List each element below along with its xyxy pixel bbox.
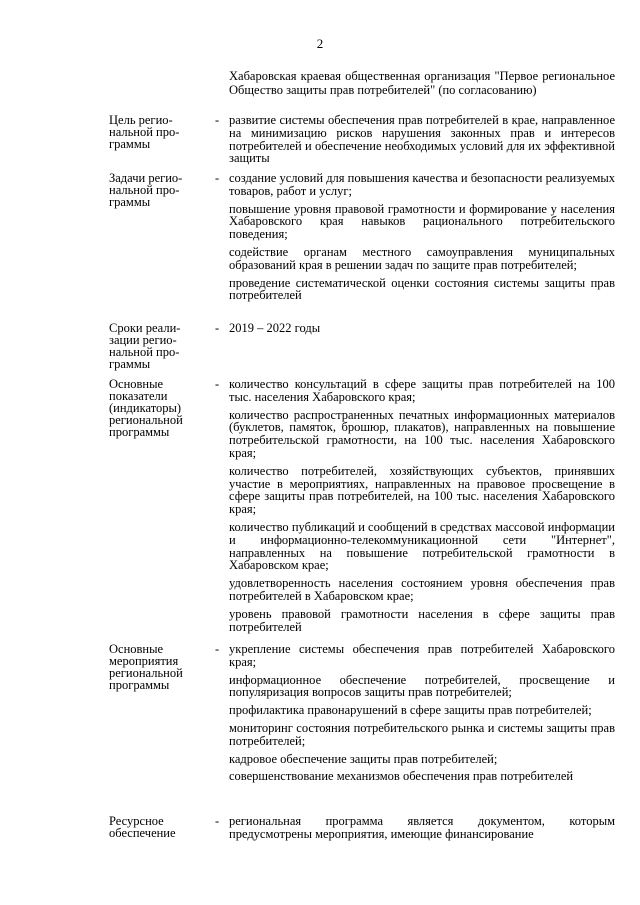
list-item: повышение уровня правовой грамотности и формирование у населения Хабаровского края навыков рационального потребительского поведения; bbox=[229, 201, 615, 242]
section-label: Цель регио- нальной про- граммы bbox=[109, 113, 180, 151]
section-items bbox=[229, 378, 615, 633]
section-dash: - bbox=[215, 113, 220, 127]
section-label: Основные мероприятия региональной программы bbox=[109, 642, 183, 692]
section-items bbox=[229, 322, 615, 335]
intro-paragraph: Хабаровская краевая общественная организация "Первое региональное Общество защиты прав потребителей" (по согласованию) bbox=[229, 69, 615, 97]
section-label: Сроки реали- зации регио- нальной про- граммы bbox=[109, 321, 181, 371]
list-item: создание условий для повышения качества и безопасности реализуемых товаров, работ и услуг; bbox=[229, 171, 615, 198]
list-item: количество распространенных печатных информационных материалов (буклетов, памяток, брошюр, плакатов), направленных на повышение потребительской грамотности, на 100 тыс. населения Хабаровского края; bbox=[229, 407, 615, 460]
list-item: мониторинг состояния потребительского рынка и системы защиты прав потребителей; bbox=[229, 720, 615, 748]
list-item: количество публикаций и сообщений в средствах массовой информации и информационно-телекоммуникационной сети "Интернет", направленных на повышение потребительской грамотности в Хабаровском крае; bbox=[229, 519, 615, 573]
list-item: укрепление системы обеспечения прав потребителей Хабаровского края; bbox=[229, 642, 615, 669]
section-label: Основные показатели (индикаторы) региональной программы bbox=[109, 377, 183, 439]
list-item: удовлетворенность населения состоянием уровня обеспечения прав потребителей в Хабаровском крае; bbox=[229, 576, 615, 603]
list-item: содействие органам местного самоуправления муниципальных образований края в решении задач по защите прав потребителей; bbox=[229, 244, 615, 272]
section-items bbox=[229, 172, 615, 302]
section-items bbox=[229, 643, 615, 783]
section-items bbox=[229, 815, 615, 841]
list-item: информационное обеспечение потребителей, просвещение и популяризация вопросов защиты прав потребителей; bbox=[229, 672, 615, 700]
section-dash: - bbox=[215, 814, 220, 828]
list-item: развитие системы обеспечения прав потребителей в крае, направленное на минимизацию рисков нарушения законных прав и интересов потребителей и обеспечение необходимых условий для их эффективной защиты bbox=[229, 113, 615, 166]
list-item: кадровое обеспечение защиты прав потребителей; bbox=[229, 751, 498, 766]
section-label: Ресурсное обеспечение bbox=[109, 814, 176, 840]
list-item: региональная программа является документом, которым предусмотрены мероприятия, имеющие финансирование bbox=[229, 814, 615, 841]
list-item: проведение систематической оценки состояния системы защиты прав потребителей bbox=[229, 275, 615, 303]
section-items bbox=[229, 114, 615, 165]
list-item: 2019 – 2022 годы bbox=[229, 321, 321, 335]
section-dash: - bbox=[215, 377, 220, 391]
list-item: уровень правовой грамотности населения в сфере защиты прав потребителей bbox=[229, 606, 615, 634]
list-item: совершенствование механизмов обеспечения прав потребителей bbox=[229, 769, 574, 784]
section-dash: - bbox=[215, 171, 220, 185]
page-number: 2 bbox=[316, 36, 324, 51]
list-item: количество потребителей, хозяйствующих субъектов, принявших участие в мероприятиях, направленных на правовое просвещение в сфере защиты прав потребителей, на 100 тыс. населения Хабаровского края; bbox=[229, 463, 615, 517]
section-dash: - bbox=[215, 642, 220, 656]
section-dash: - bbox=[215, 321, 220, 335]
section-label: Задачи регио- нальной про- граммы bbox=[109, 171, 183, 209]
list-item: профилактика правонарушений в сфере защиты прав потребителей; bbox=[229, 703, 592, 718]
list-item: количество консультаций в сфере защиты прав потребителей на 100 тыс. населения Хабаровского края; bbox=[229, 377, 615, 404]
